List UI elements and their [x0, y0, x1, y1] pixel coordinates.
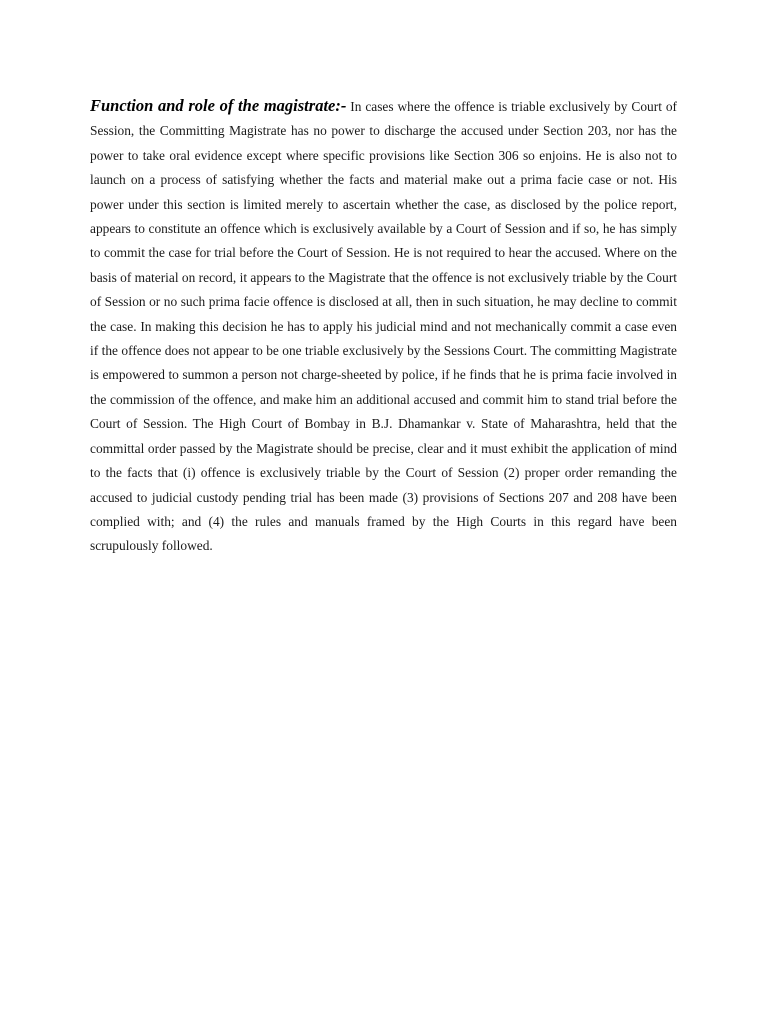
body-paragraph	[90, 94, 677, 559]
section-heading: Function and role of the magistrate:-	[90, 96, 347, 115]
paragraph-text: In cases where the offence is triable exclusively by Court of Session, the Committing Magistrate has no power to discharge the accused under Section 203, nor has the power to take oral evidence except where specific provisions like Section 306 so enjoins. He is also not to launch on a process of satisfying whether the facts and material make out a prima facie case or not. His power under this section is limited merely to ascertain whether the case, as disclosed by the police report, appears to constitute an offence which is exclusively available by a Court of Session and if so, he has simply to commit the case for trial before the Court of Session. He is not required to hear the accused. Where on the basis of material on record, it appears to the Magistrate that the offence is not exclusively triable by the Court of Session or no such prima facie offence is disclosed at all, then in such situation, he may decline to commit the case. In making this decision he has to apply his judicial mind and not mechanically commit a case even if the offence does not appear to be one triable exclusively by the Sessions Court. The committing Magistrate is empowered to summon a person not charge-sheeted by police, if he finds that he is prima facie involved in the commission of the offence, and make him an additional accused and commit him to stand trial before the Court of Session. The High Court of Bombay in B.J. Dhamankar v. State of Maharashtra, held that the committal order passed by the Magistrate should be precise, clear and it must exhibit the application of mind to the facts that (i) offence is exclusively triable by the Court of Session (2) proper order remanding the accused to judicial custody pending trial has been made (3) provisions of Sections 207 and 208 have been complied with; and (4) the rules and manuals framed by the High Courts in this regard have been scrupulously followed.	[90, 99, 677, 554]
